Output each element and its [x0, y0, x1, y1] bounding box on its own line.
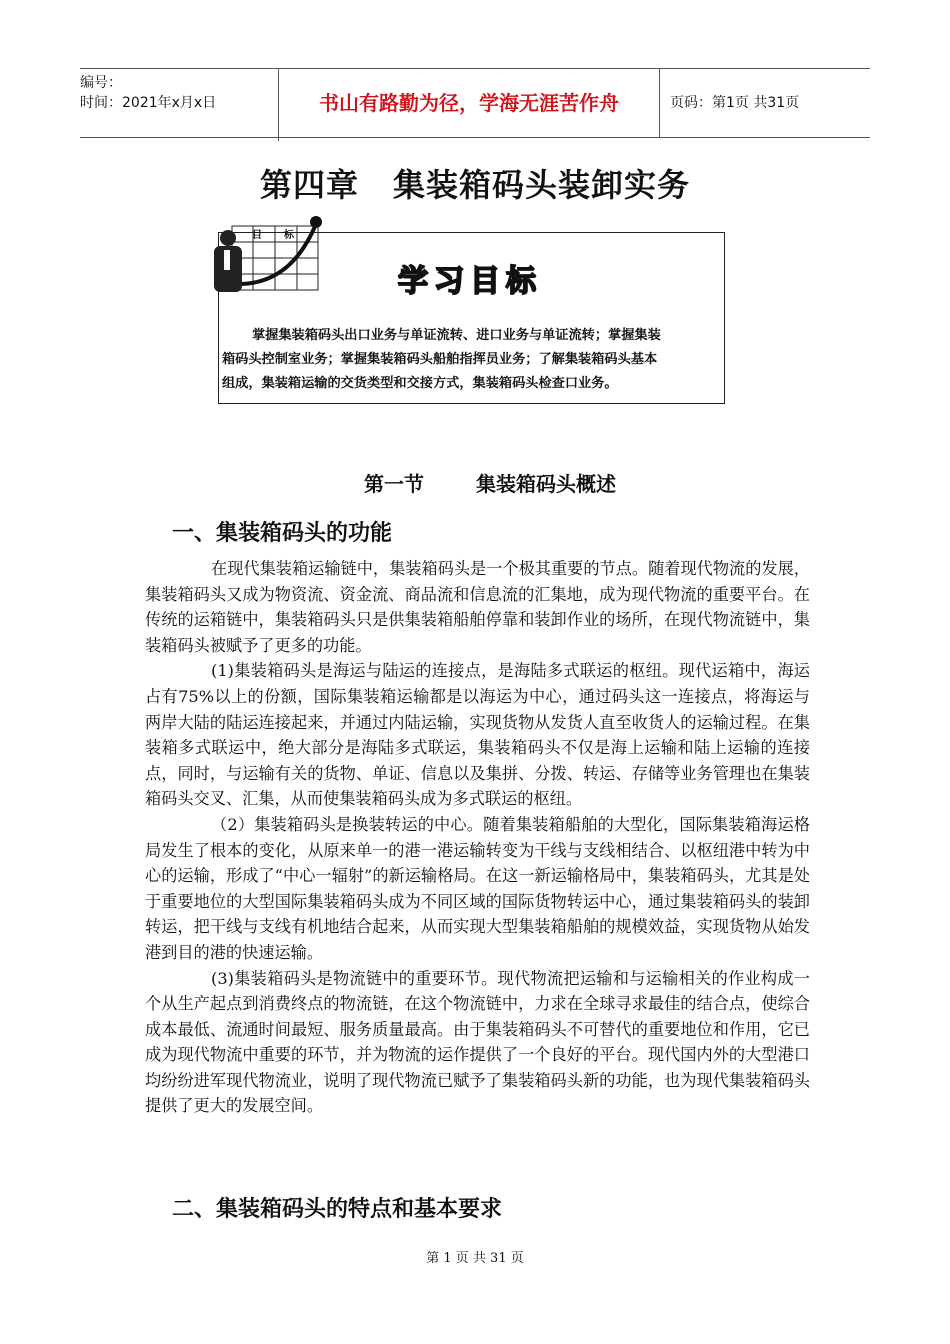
page-header: [80, 68, 870, 138]
section-title: [0, 468, 950, 497]
section-number: 第一节: [364, 472, 424, 496]
page-footer: 第 1 页 共 31 页: [426, 1251, 524, 1266]
objectives-line: 箱码头控制室业务；掌握集装箱码头船舶指挥员业务；了解集装箱码头基本: [222, 352, 658, 367]
figure-label-biao: 标: [284, 230, 294, 241]
header-page-info: 页码：第1页 共31页: [670, 95, 800, 111]
paragraph: (3)集装箱码头是物流链中的重要环节。现代物流把运输和与运输相关的作业构成一个从生产起点到消费终点的物流链，在这个物流链中，力求在全球寻求最佳的结合点，使综合成本最低、流通时间最短、服务质量最高。由于集装箱码头不可替代的重要地位和作用，它已成为现代物流中重要的环节，并为物流的运作提供了一个良好的平台。现代国内外的大型港口均纷纷进军现代物流业，说明了现代物流已赋予了集装箱码头新的功能，也为现代集装箱码头提供了更大的发展空间。: [145, 968, 810, 1116]
figure-label-mu: 目: [252, 230, 262, 241]
chapter-number: 第四章: [259, 166, 359, 204]
heading-functions: 一、集装箱码头的功能: [172, 521, 393, 546]
chapter-name: 集装箱码头装卸实务: [393, 166, 691, 204]
body-text: [145, 556, 810, 1119]
section-name: 集装箱码头概述: [476, 472, 616, 496]
header-time: 时间：2021年x月x日: [80, 95, 217, 111]
growth-chart-figure-icon: [212, 212, 332, 302]
header-number: 编号：: [80, 75, 122, 91]
heading-features: 二、集装箱码头的特点和基本要求: [172, 1197, 503, 1222]
objectives-text: [222, 324, 722, 396]
header-motto: 书山有路勤为径，学海无涯苦作舟: [279, 69, 660, 137]
paragraph: 在现代集装箱运输链中，集装箱码头是一个极其重要的节点。随着现代物流的发展，集装箱码头又成为物资流、资金流、商品流和信息流的汇集地，成为现代物流的重要平台。在传统的运箱链中，集装箱码头只是供集装箱船舶停靠和装卸作业的场所，在现代物流链中，集装箱码头被赋予了更多的功能。: [145, 559, 810, 655]
objectives-title: 学习目标: [398, 264, 542, 299]
header-meta: [80, 69, 279, 141]
paragraph: (1)集装箱码头是海运与陆运的连接点，是海陆多式联运的枢纽。现代运箱中，海运占有75%以上的份额，国际集装箱运输都是以海运为中心，通过码头这一连接点，将海运与两岸大陆的陆运连接起来，并通过内陆运输，实现货物从发货人直至收货人的运输过程。在集装箱多式联运中，绝大部分是海陆多式联运，集装箱码头不仅是海上运输和陆上运输的连接点，同时，与运输有关的货物、单证、信息以及集拼、分拨、转运、存储等业务管理也在集装箱码头交叉、汇集，从而使集装箱码头成为多式联运的枢纽。: [145, 661, 810, 809]
paragraph: （2）集装箱码头是换装转运的中心。随着集装箱船舶的大型化，国际集装箱海运格局发生了根本的变化，从原来单一的港一港运输转变为干线与支线相结合、以枢纽港中转为中心的运输，形成了“中心一辐射”的新运输格局。在这一新运输格局中，集装箱码头，尤其是处于重要地位的大型国际集装箱码头成为不同区域的国际货物转运中心，通过集装箱码头的装卸转运，把干线与支线有机地结合起来，从而实现大型集装箱船舶的规模效益，实现货物从始发港到目的港的快速运输。: [145, 814, 810, 962]
objectives-line: 组成，集装箱运输的交货类型和交接方式，集装箱码头检查口业务。: [222, 376, 618, 391]
objectives-line: 掌握集装箱码头出口业务与单证流转、进口业务与单证流转；掌握集装: [252, 328, 661, 343]
chapter-title: [0, 160, 950, 206]
